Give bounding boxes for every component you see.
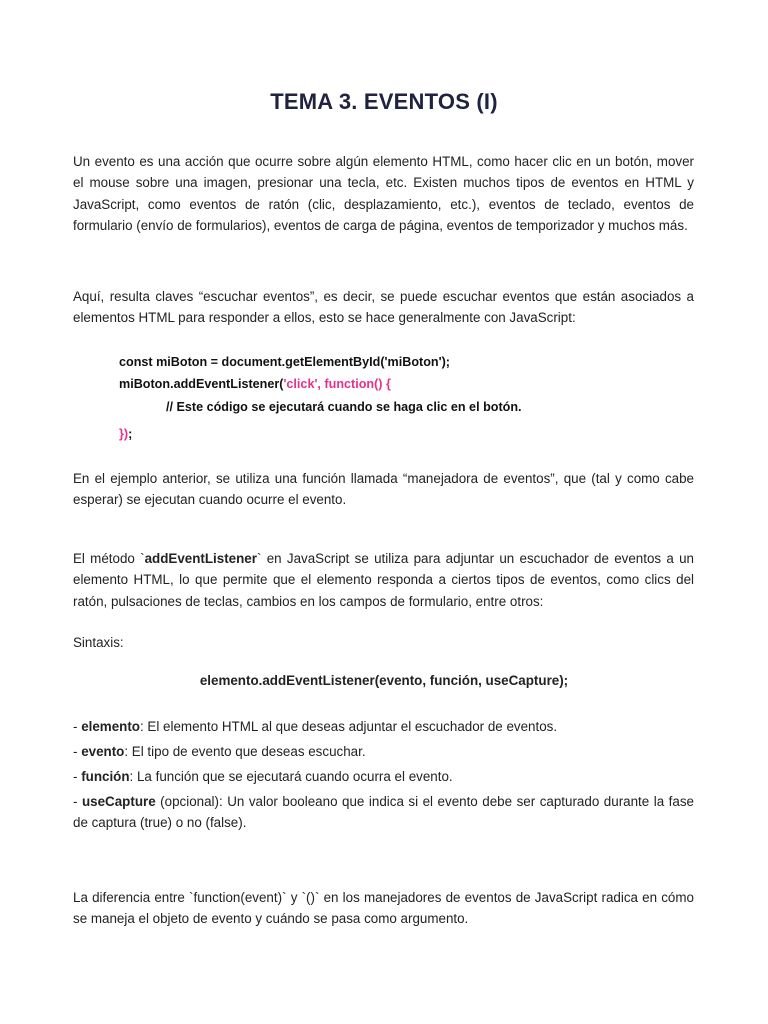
method-pre: El método `	[73, 551, 145, 566]
param-desc: : El elemento HTML al que deseas adjuntar el escuchador de eventos.	[139, 719, 558, 734]
param-name: useCapture	[81, 794, 156, 809]
param-desc: : El tipo de evento que deseas escuchar.	[124, 744, 366, 759]
param-name: elemento	[81, 719, 140, 734]
code-line-2-method: miBoton.addEventListener(	[119, 377, 284, 391]
code-line-3-comment: // Este código se ejecutará cuando se haga clic en el botón.	[166, 400, 522, 414]
page-title: TEMA 3. EVENTOS (I)	[270, 89, 498, 114]
param-item: - useCapture (opcional): Un valor booleano que indica si el evento debe ser capturado durante la fase de captura (true) o no (false).	[73, 794, 694, 831]
code-line-2-args: 'click', function() {	[283, 377, 391, 391]
syntax-line: elemento.addEventListener(evento, función, useCapture);	[199, 673, 569, 689]
param-name: evento	[81, 744, 125, 759]
intro-paragraph: Un evento es una acción que ocurre sobre algún elemento HTML, como hacer clic en un botón, mover el mouse sobre una imagen, presionar una tecla, etc. Existen muchos tipos de eventos en HTML y JavaScript, como eventos de ratón (clic, desplazamiento, etc.), eventos de teclado, eventos de formulario (envío de formularios), eventos de carga de página, eventos de temporizador y muchos más.	[73, 154, 694, 234]
param-desc: : La función que se ejecutará cuando ocurra el evento.	[129, 769, 453, 784]
method-post: ` en JavaScript se utiliza para adjuntar un escuchador de eventos a un elemento HTML, lo que permite que el elemento responda a ciertos tipos de eventos, como clics del ratón, pulsaciones de teclas, cambios en los campos de formulario, entre otros:	[73, 551, 694, 609]
code-line-1: const miBoton = document.getElementById('miBoton');	[119, 355, 450, 369]
code-line-4-close: })	[119, 427, 129, 441]
param-desc: (opcional): Un valor booleano que indica si el evento debe ser capturado durante la fase de captura (true) o no (false).	[73, 794, 694, 831]
param-item: - función: La función que se ejecutará cuando ocurra el evento.	[73, 769, 453, 784]
code-line-4	[119, 424, 132, 445]
code-line-4-semicolon: ;	[128, 427, 133, 441]
param-item: - elemento: El elemento HTML al que deseas adjuntar el escuchador de eventos.	[73, 719, 558, 734]
method-name: addEventListener	[144, 551, 257, 566]
param-name: función	[81, 769, 130, 784]
syntax-label: Sintaxis:	[73, 635, 124, 650]
listen-paragraph: Aquí, resulta claves “escuchar eventos”, es decir, se puede escuchar eventos que están asociados a elementos HTML para responder a ellos, esto se hace generalmente con JavaScript:	[73, 289, 694, 326]
difference-paragraph: La diferencia entre `function(event)` y `()` en los manejadores de eventos de JavaScript radica en cómo se maneja el objeto de evento y cuándo se pasa como argumento.	[73, 890, 694, 927]
param-item: - evento: El tipo de evento que deseas escuchar.	[73, 744, 366, 759]
code-line-2	[119, 374, 391, 395]
handler-paragraph: En el ejemplo anterior, se utiliza una función llamada “manejadora de eventos”, que (tal y como cabe esperar) se ejecutan cuando ocurre el evento.	[73, 471, 694, 508]
method-paragraph	[73, 548, 694, 612]
